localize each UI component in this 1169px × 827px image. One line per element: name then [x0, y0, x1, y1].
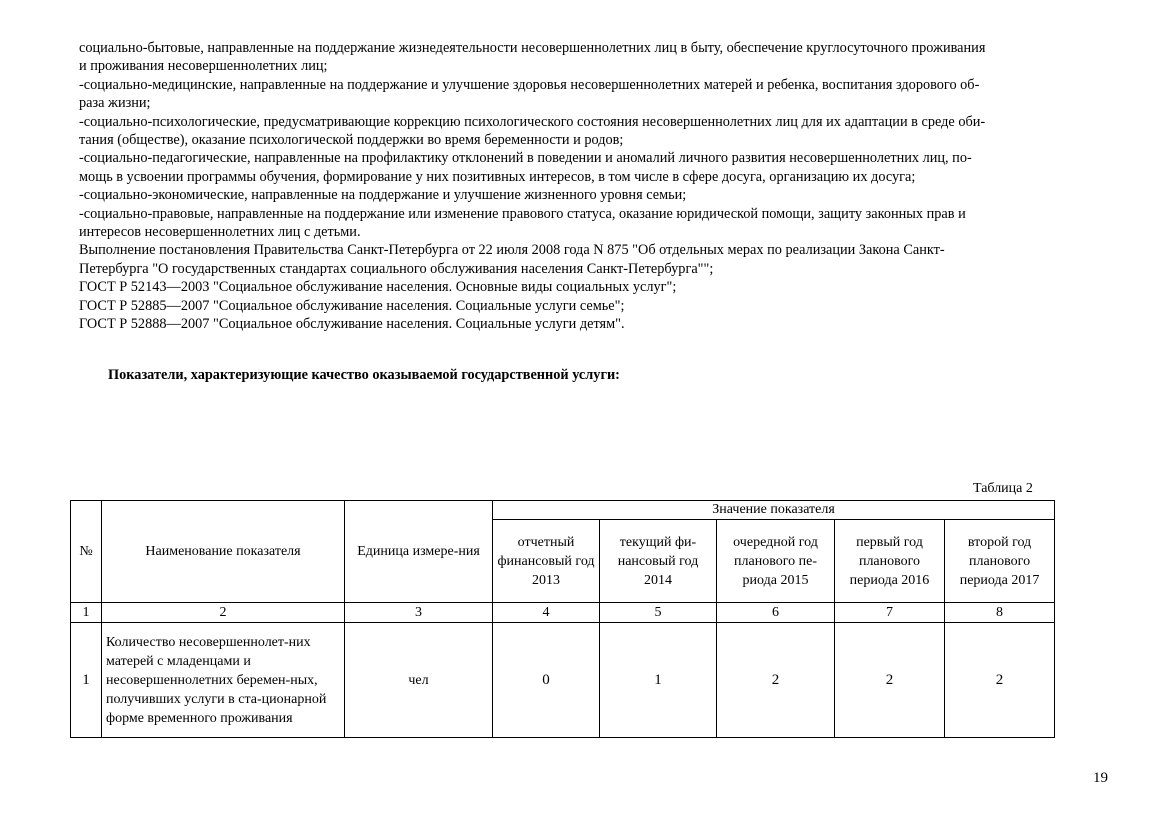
text-line: раза жизни; — [79, 95, 151, 112]
header-year-2015: очередной год планового пе-риода 2015 — [717, 520, 835, 603]
header-value-group: Значение показателя — [493, 501, 1055, 520]
row-value-2017: 2 — [945, 623, 1055, 738]
text-line: мощь в усвоении программы обучения, формирование у них позитивных интересов, в том числе в сфере досуга, организацию их досуга; — [79, 168, 916, 185]
text-line: -социально-психологические, предусматривающие коррекцию психологического состояния несовершеннолетних лиц для их адаптации в среде оби- — [79, 113, 986, 130]
row-value-2016: 2 — [835, 623, 945, 738]
row-indicator-name: Количество несовершеннолет-них матерей с младенцами и несовершеннолетних беремен-ных, получивших услуги в ста-ционарной форме временного проживания — [102, 623, 345, 738]
text-line: -социально-правовые, направленные на поддержание или изменение правового статуса, оказание юридической помощи, защиту законных прав и — [79, 205, 966, 222]
text-line: Петербурга "О государственных стандартах социального обслуживания населения Санкт-Петербурга""; — [79, 260, 714, 277]
header-num: № — [71, 501, 102, 603]
text-line: ГОСТ Р 52143—2003 "Социальное обслуживание населения. Основные виды социальных услуг"; — [79, 279, 677, 296]
col-number: 5 — [600, 603, 717, 623]
text-line: Выполнение постановления Правительства Санкт-Петербурга от 22 июля 2008 года N 875 "Об отдельных мерах по реализации Закона Санкт- — [79, 242, 945, 259]
section-heading: Показатели, характеризующие качество оказываемой государственной услуги: — [108, 367, 620, 383]
page-number: 19 — [1093, 770, 1108, 786]
header-unit: Единица измере-ния — [345, 501, 493, 603]
text-line: -социально-медицинские, направленные на поддержание и улучшение здоровья несовершеннолетних матерей и ребенка, воспитания здорового об- — [79, 76, 980, 93]
table-row — [71, 623, 1055, 738]
text-line: тания (обществе), оказание психологической поддержки во время беременности и родов; — [79, 132, 624, 149]
col-number: 7 — [835, 603, 945, 623]
col-number: 6 — [717, 603, 835, 623]
col-number: 3 — [345, 603, 493, 623]
text-line: ГОСТ Р 52888—2007 "Социальное обслуживание населения. Социальные услуги детям". — [79, 316, 625, 333]
row-value-2015: 2 — [717, 623, 835, 738]
text-line: ГОСТ Р 52885—2007 "Социальное обслуживание населения. Социальные услуги семье"; — [79, 297, 625, 314]
col-number: 8 — [945, 603, 1055, 623]
col-number: 2 — [102, 603, 345, 623]
text-line: интересов несовершеннолетних лиц с детьми. — [79, 224, 361, 241]
row-unit: чел — [345, 623, 493, 738]
row-num: 1 — [71, 623, 102, 738]
row-value-2013: 0 — [493, 623, 600, 738]
col-number: 1 — [71, 603, 102, 623]
text-line: социально-бытовые, направленные на поддержание жизнедеятельности несовершеннолетних лиц в быту, обеспечение круглосуточного проживания — [79, 40, 986, 56]
col-number: 4 — [493, 603, 600, 623]
text-line: и проживания несовершеннолетних лиц; — [79, 58, 328, 75]
header-year-2013: отчетный финансовый год 2013 — [493, 520, 600, 603]
text-line: -социально-экономические, направленные на поддержание и улучшение жизненного уровня семьи; — [79, 187, 687, 204]
body-text — [79, 39, 1141, 334]
header-year-2014: текущий фи-нансовый год 2014 — [600, 520, 717, 603]
header-year-2016: первый год планового периода 2016 — [835, 520, 945, 603]
indicators-table — [70, 500, 1055, 738]
header-year-2017: второй год планового периода 2017 — [945, 520, 1055, 603]
table-caption: Таблица 2 — [973, 481, 1033, 496]
text-line: -социально-педагогические, направленные на профилактику отклонений в поведении и аномалий личного развития несовершеннолетних лиц, по- — [79, 150, 972, 167]
row-value-2014: 1 — [600, 623, 717, 738]
header-name: Наименование показателя — [102, 501, 345, 603]
